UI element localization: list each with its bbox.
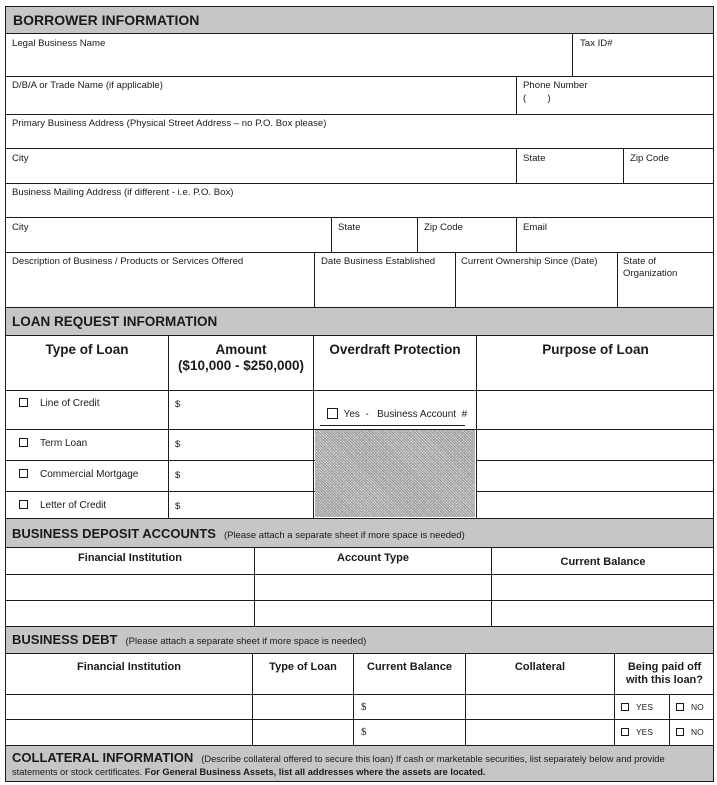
overdraft-yes-label: Yes - Business Account # bbox=[343, 409, 468, 421]
state-input[interactable] bbox=[519, 166, 621, 182]
phone-number-label: Phone Number bbox=[523, 80, 588, 91]
currency-symbol: $ bbox=[175, 470, 181, 481]
paid-off-yes-checkbox-2[interactable] bbox=[621, 726, 653, 738]
commercial-mortgage-purpose-input[interactable] bbox=[479, 463, 712, 489]
loan-request-section-header bbox=[6, 308, 713, 335]
debt-balance-input-2[interactable] bbox=[371, 722, 463, 743]
currency-symbol: $ bbox=[361, 701, 367, 713]
paid-off-no-label: NO bbox=[691, 702, 704, 712]
business-debt-note: (Please attach a separate sheet if more space is needed) bbox=[125, 636, 367, 647]
state-of-organization-label-line1: State of bbox=[623, 256, 657, 267]
email-label: Email bbox=[523, 222, 547, 233]
currency-symbol: $ bbox=[361, 726, 367, 738]
city-label: City bbox=[12, 153, 29, 164]
loan-type-term-loan[interactable] bbox=[19, 438, 87, 450]
currency-symbol: $ bbox=[175, 399, 181, 410]
deposit-accounts-section-header bbox=[6, 519, 713, 547]
debt-loan-type-input-2[interactable] bbox=[255, 722, 351, 743]
overdraft-protection-header: Overdraft Protection bbox=[329, 342, 461, 357]
debt-loan-type-input-1[interactable] bbox=[255, 697, 351, 718]
checkbox-icon[interactable] bbox=[19, 438, 28, 447]
tax-id-label: Tax ID# bbox=[580, 38, 613, 49]
checkbox-icon[interactable] bbox=[19, 398, 28, 407]
deposit-accounts-note: (Please attach a separate sheet if more space is needed) bbox=[223, 530, 465, 541]
mailing-zip-input[interactable] bbox=[420, 235, 514, 251]
phone-number-input[interactable] bbox=[560, 92, 710, 112]
loan-type-commercial-mortgage-label: Commercial Mortgage bbox=[40, 469, 139, 480]
collateral-section-title bbox=[12, 750, 665, 765]
city-input[interactable] bbox=[8, 166, 513, 182]
checkbox-icon[interactable] bbox=[621, 703, 629, 711]
deposit-balance-header: Current Balance bbox=[560, 556, 646, 568]
deposit-accounts-title-text: BUSINESS DEPOSIT ACCOUNTS bbox=[12, 526, 216, 541]
paid-off-yes-checkbox-1[interactable] bbox=[621, 701, 653, 713]
borrower-section-title: BORROWER INFORMATION bbox=[13, 12, 200, 28]
line-of-credit-purpose-input[interactable] bbox=[479, 393, 712, 427]
purpose-of-loan-header: Purpose of Loan bbox=[542, 342, 649, 357]
debt-collateral-input-1[interactable] bbox=[468, 697, 612, 718]
deposit-institution-header: Financial Institution bbox=[78, 552, 182, 564]
zip-code-label: Zip Code bbox=[630, 153, 669, 164]
line-of-credit-amount-input[interactable] bbox=[185, 395, 310, 415]
checkbox-icon[interactable] bbox=[676, 728, 684, 736]
loan-type-line-of-credit[interactable] bbox=[19, 398, 99, 410]
mailing-city-label: City bbox=[12, 222, 29, 233]
checkbox-icon[interactable] bbox=[19, 500, 28, 509]
business-description-input[interactable] bbox=[8, 270, 312, 306]
letter-of-credit-purpose-input[interactable] bbox=[479, 494, 712, 516]
state-label: State bbox=[523, 153, 546, 164]
overdraft-not-applicable-shading bbox=[315, 430, 475, 517]
borrower-section-header bbox=[6, 7, 713, 33]
term-loan-purpose-input[interactable] bbox=[479, 432, 712, 458]
business-debt-title-text: BUSINESS DEBT bbox=[12, 632, 118, 647]
deposit-account-type-header: Account Type bbox=[337, 552, 409, 564]
collateral-note: (Describe collateral offered to secure this loan) If cash or marketable securities, list separately below and provide bbox=[201, 754, 665, 764]
email-input[interactable] bbox=[519, 235, 711, 251]
debt-loan-type-header: Type of Loan bbox=[269, 661, 337, 673]
debt-balance-input-1[interactable] bbox=[371, 697, 463, 718]
debt-balance-header: Current Balance bbox=[367, 661, 452, 673]
amount-header-line2: ($10,000 - $250,000) bbox=[177, 358, 305, 373]
letter-of-credit-amount-input[interactable] bbox=[185, 494, 310, 516]
legal-business-name-input[interactable] bbox=[8, 50, 568, 74]
paid-off-header-line1: Being paid off bbox=[627, 661, 702, 673]
ownership-since-input[interactable] bbox=[458, 270, 615, 304]
collateral-instructions-line2 bbox=[12, 766, 486, 778]
deposit-balance-input-2[interactable] bbox=[494, 603, 712, 625]
collateral-section-header bbox=[6, 746, 713, 781]
zip-code-input[interactable] bbox=[626, 166, 712, 182]
checkbox-icon[interactable] bbox=[676, 703, 684, 711]
debt-institution-input-1[interactable] bbox=[8, 697, 250, 718]
loan-type-letter-of-credit-label: Letter of Credit bbox=[40, 500, 107, 511]
business-debt-section-title bbox=[12, 632, 366, 647]
paid-off-header-line2: with this loan? bbox=[626, 674, 703, 686]
paid-off-yes-label: YES bbox=[636, 702, 654, 712]
currency-symbol: $ bbox=[175, 501, 181, 512]
mailing-zip-label: Zip Code bbox=[424, 222, 463, 233]
currency-symbol: $ bbox=[175, 439, 181, 450]
deposit-institution-input-1[interactable] bbox=[8, 577, 252, 599]
business-debt-section-header bbox=[6, 627, 713, 653]
deposit-accounts-section-title bbox=[12, 526, 465, 541]
mailing-city-input[interactable] bbox=[8, 235, 330, 251]
primary-address-label: Primary Business Address (Physical Street Address – no P.O. Box please) bbox=[12, 118, 327, 129]
mailing-address-label: Business Mailing Address (if different - i.e. P.O. Box) bbox=[12, 187, 234, 198]
collateral-title-text: COLLATERAL INFORMATION bbox=[12, 750, 194, 765]
mailing-state-input[interactable] bbox=[334, 235, 415, 251]
state-of-organization-label-line2: Organization bbox=[623, 268, 678, 279]
dba-label: D/B/A or Trade Name (if applicable) bbox=[12, 80, 163, 91]
deposit-balance-input-1[interactable] bbox=[494, 577, 712, 599]
debt-collateral-input-2[interactable] bbox=[468, 722, 612, 743]
tax-id-input[interactable] bbox=[575, 50, 711, 74]
date-established-input[interactable] bbox=[317, 270, 453, 304]
amount-header-line1: Amount bbox=[215, 342, 267, 357]
legal-business-name-label: Legal Business Name bbox=[12, 38, 106, 49]
mailing-state-label: State bbox=[338, 222, 361, 233]
mailing-address-input[interactable] bbox=[8, 200, 711, 216]
loan-type-header: Type of Loan bbox=[45, 342, 129, 357]
primary-address-input[interactable] bbox=[8, 131, 711, 147]
checkbox-icon[interactable] bbox=[19, 469, 28, 478]
business-account-number-input[interactable] bbox=[320, 412, 465, 426]
checkbox-icon[interactable] bbox=[621, 728, 629, 736]
deposit-account-type-input-1[interactable] bbox=[257, 577, 489, 599]
loan-type-line-of-credit-label: Line of Credit bbox=[40, 398, 100, 409]
loan-type-letter-of-credit[interactable] bbox=[19, 500, 106, 512]
collateral-instructions-normal: statements or stock certificates. bbox=[12, 767, 145, 777]
collateral-instructions-bold: For General Business Assets, list all addresses where the assets are located. bbox=[144, 767, 486, 777]
date-established-label: Date Business Established bbox=[321, 256, 436, 267]
loan-type-term-loan-label: Term Loan bbox=[40, 438, 88, 449]
phone-format-hint: ( ) bbox=[523, 93, 551, 104]
debt-collateral-header: Collateral bbox=[514, 661, 566, 673]
paid-off-yes-label: YES bbox=[636, 727, 654, 737]
ownership-since-label: Current Ownership Since (Date) bbox=[461, 256, 598, 267]
loan-type-commercial-mortgage[interactable] bbox=[19, 469, 138, 481]
deposit-account-type-input-2[interactable] bbox=[257, 603, 489, 625]
paid-off-no-checkbox-2[interactable] bbox=[676, 726, 704, 738]
paid-off-no-checkbox-1[interactable] bbox=[676, 701, 704, 713]
state-of-organization-input[interactable] bbox=[620, 282, 712, 304]
term-loan-amount-input[interactable] bbox=[185, 433, 310, 457]
debt-institution-header: Financial Institution bbox=[77, 661, 181, 673]
paid-off-no-label: NO bbox=[691, 727, 704, 737]
deposit-institution-input-2[interactable] bbox=[8, 603, 252, 625]
loan-request-section-title: LOAN REQUEST INFORMATION bbox=[12, 314, 218, 329]
debt-institution-input-2[interactable] bbox=[8, 722, 250, 743]
dba-input[interactable] bbox=[8, 92, 513, 114]
business-description-label: Description of Business / Products or Services Offered bbox=[12, 256, 244, 267]
commercial-mortgage-amount-input[interactable] bbox=[185, 464, 310, 488]
